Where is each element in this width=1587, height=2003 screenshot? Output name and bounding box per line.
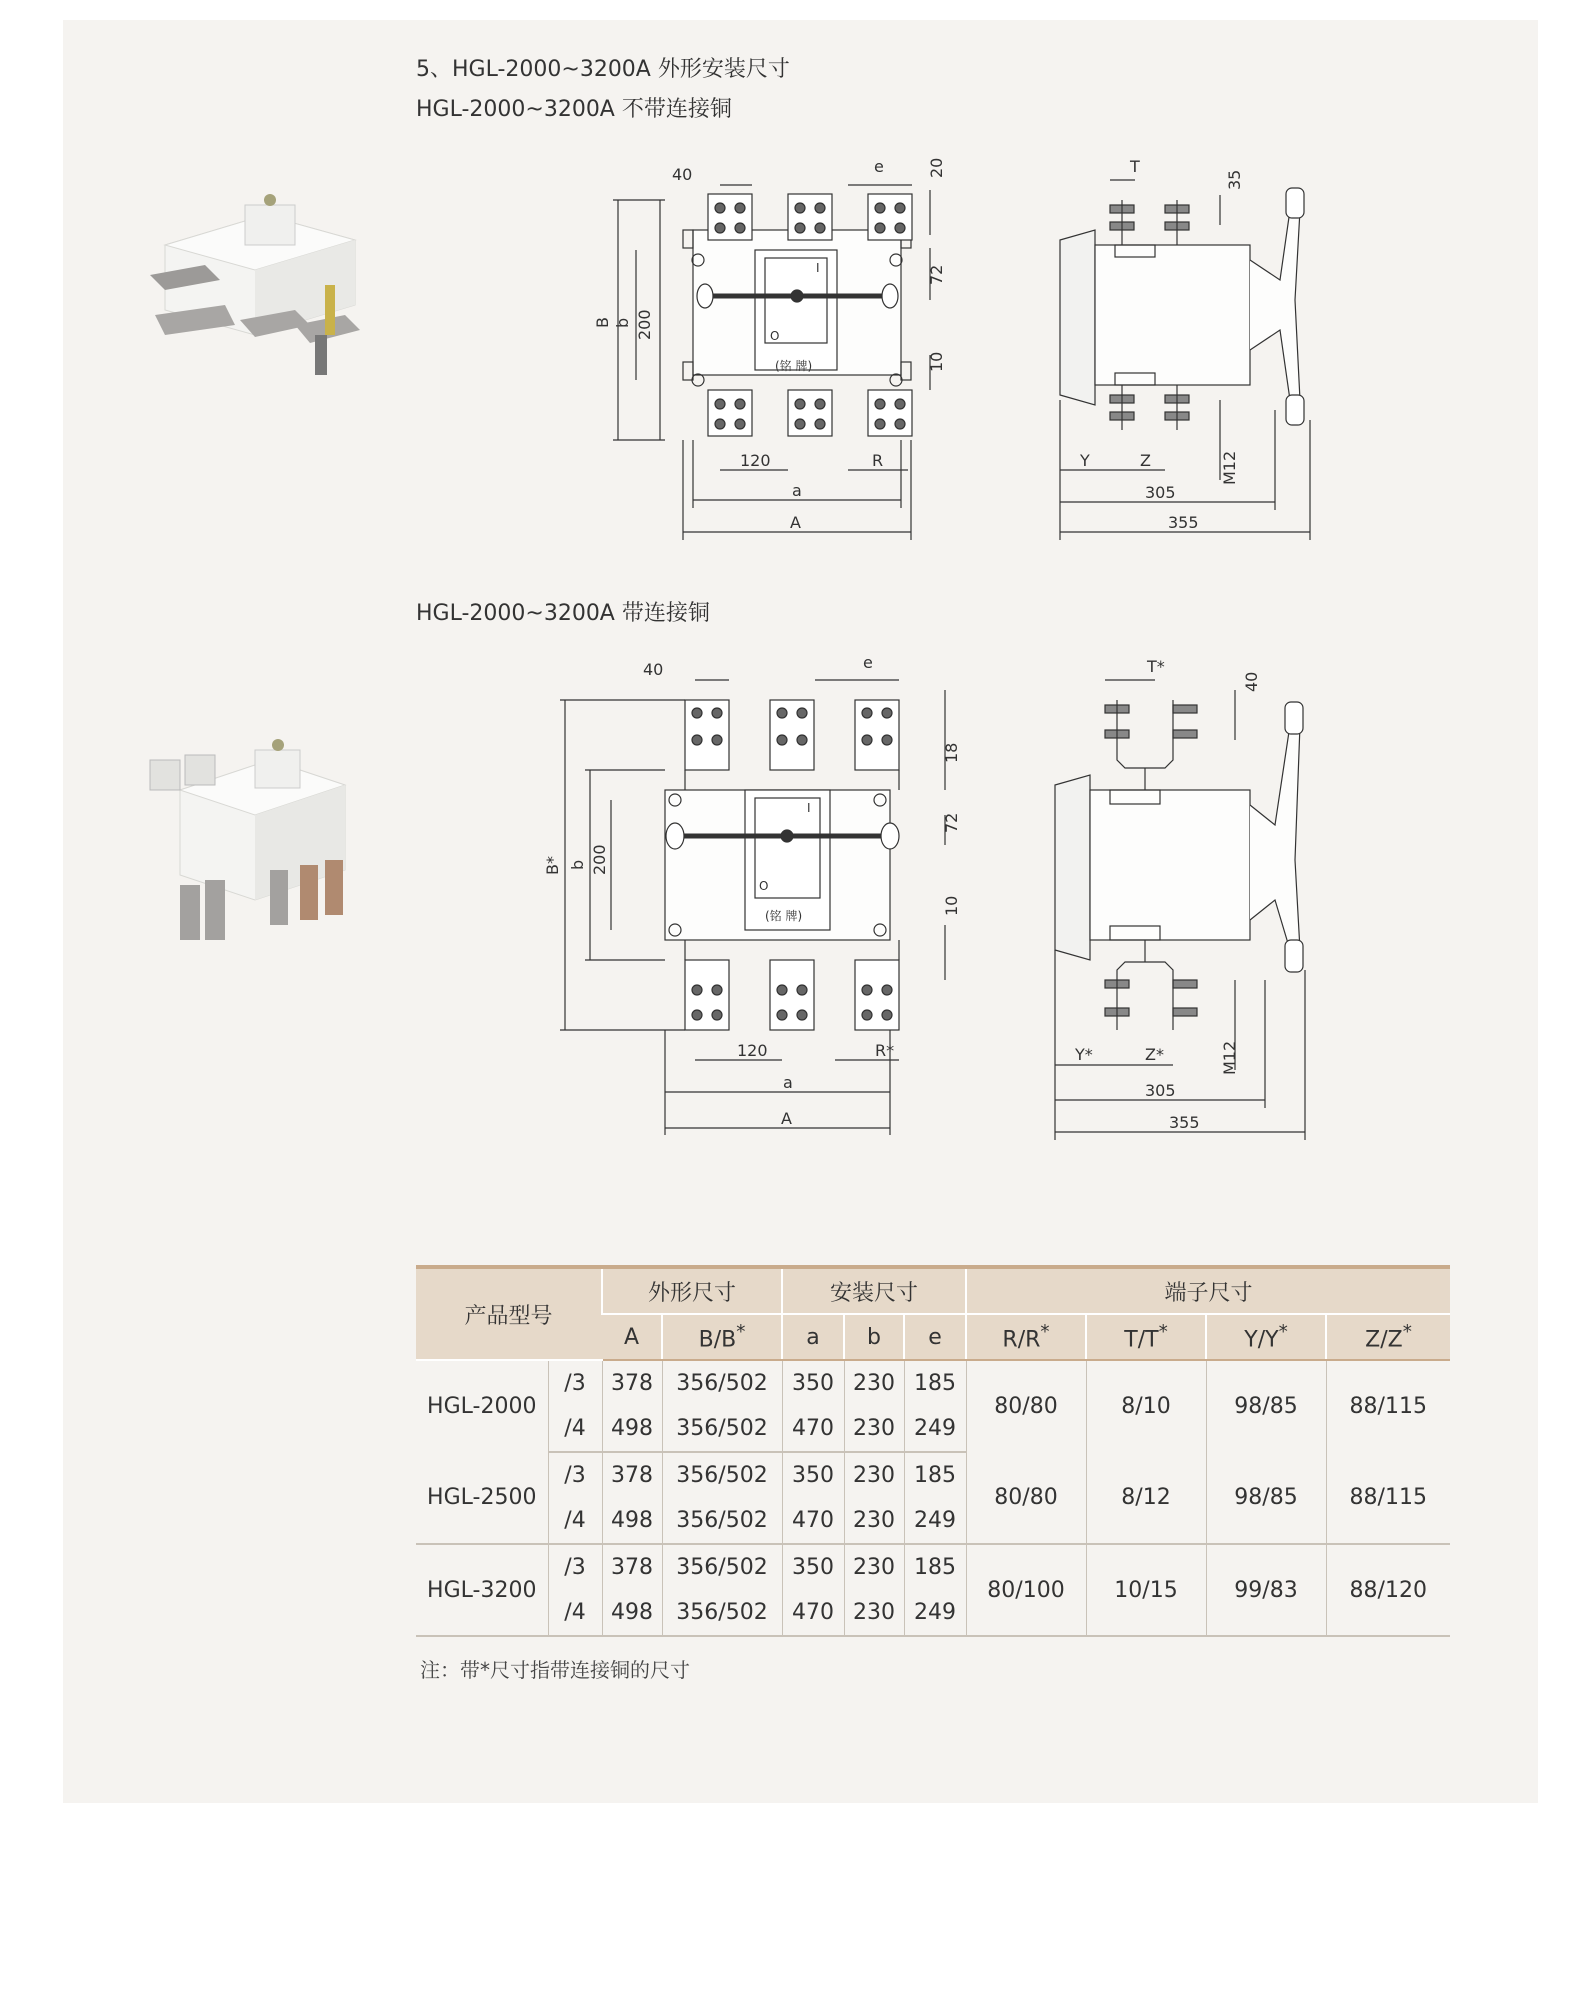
poles-cell: /3 xyxy=(548,1360,602,1406)
d2-side-305: 305 xyxy=(1145,1081,1176,1100)
cell-B: 356/502 xyxy=(662,1360,782,1406)
d1-dim-10: 10 xyxy=(927,351,946,372)
grp-outer: 外形尺寸 xyxy=(602,1267,782,1314)
cell-B: 356/502 xyxy=(662,1590,782,1636)
d2-side-40: 40 xyxy=(1242,671,1261,692)
cell-B: 356/502 xyxy=(662,1452,782,1498)
spec-table xyxy=(416,1265,1450,1637)
cell-Y: 99/83 xyxy=(1206,1544,1326,1636)
diagram1-title: HGL-2000~3200A 不带连接铜 xyxy=(416,97,732,122)
cell-A: 378 xyxy=(602,1544,662,1590)
d2-side-T: T* xyxy=(1147,657,1165,676)
cell-b: 230 xyxy=(844,1406,904,1452)
d1-side-305: 305 xyxy=(1145,483,1176,502)
d1-side-Z: Z xyxy=(1140,451,1151,470)
grp-terminal: 端子尺寸 xyxy=(966,1267,1450,1314)
d1-side-35: 35 xyxy=(1225,169,1244,190)
col-e: e xyxy=(904,1314,966,1360)
diagram1-side-view xyxy=(1050,150,1320,560)
d1-mark-off: O xyxy=(770,329,780,343)
d2-nameplate: (铭 牌) xyxy=(765,909,803,923)
cell-R: 80/100 xyxy=(966,1544,1086,1636)
col-b: b xyxy=(844,1314,904,1360)
d1-dim-120: 120 xyxy=(740,451,771,470)
col-product: 产品型号 xyxy=(416,1267,602,1360)
d1-dim-a: a xyxy=(792,481,802,500)
d2-dim-e: e xyxy=(863,653,873,672)
cell-A: 498 xyxy=(602,1590,662,1636)
poles-cell: /3 xyxy=(548,1452,602,1498)
col-Z: Z/Z* xyxy=(1326,1314,1450,1360)
table-row xyxy=(416,1544,1450,1590)
d1-dim-72: 72 xyxy=(927,264,946,285)
d1-dim-20: 20 xyxy=(927,157,946,178)
diagram2-title: HGL-2000~3200A 带连接铜 xyxy=(416,601,710,626)
d1-dim-40: 40 xyxy=(672,165,693,184)
d1-side-355: 355 xyxy=(1168,513,1199,532)
cell-e: 185 xyxy=(904,1452,966,1498)
footnote: 注：带*尺寸指带连接铜的尺寸 xyxy=(420,1658,690,1682)
col-a: a xyxy=(782,1314,844,1360)
diagram2-front-view xyxy=(545,650,1005,1150)
cell-e: 249 xyxy=(904,1498,966,1544)
table-row xyxy=(416,1360,1450,1406)
col-Y: Y/Y* xyxy=(1206,1314,1326,1360)
d2-dim-R: R* xyxy=(875,1041,895,1060)
cell-A: 378 xyxy=(602,1360,662,1406)
cell-A: 498 xyxy=(602,1498,662,1544)
d2-dim-40: 40 xyxy=(643,660,664,679)
product-photo-1 xyxy=(145,185,375,385)
table-row xyxy=(416,1452,1450,1498)
cell-Z: 88/115 xyxy=(1326,1360,1450,1452)
d1-dim-e: e xyxy=(874,157,884,176)
cell-Y: 98/85 xyxy=(1206,1360,1326,1452)
cell-a: 470 xyxy=(782,1498,844,1544)
cell-b: 230 xyxy=(844,1498,904,1544)
cell-Z: 88/115 xyxy=(1326,1452,1450,1544)
d2-mark-off: O xyxy=(759,879,769,893)
cell-R: 80/80 xyxy=(966,1452,1086,1544)
poles-cell: /3 xyxy=(548,1544,602,1590)
model-cell: HGL-3200 xyxy=(416,1544,548,1636)
d1-dim-A: A xyxy=(790,513,801,532)
d2-mark-on: I xyxy=(807,801,811,815)
d2-side-M12: M12 xyxy=(1220,1040,1239,1075)
cell-e: 249 xyxy=(904,1406,966,1452)
section-title: 5、HGL-2000~3200A 外形安装尺寸 xyxy=(416,57,790,82)
cell-T: 8/12 xyxy=(1086,1452,1206,1544)
d2-dim-72: 72 xyxy=(942,812,961,833)
d1-dim-b: b xyxy=(613,317,632,328)
poles-cell: /4 xyxy=(548,1590,602,1636)
col-B: B/B* xyxy=(662,1314,782,1360)
diagram1-front-view xyxy=(560,150,1000,560)
cell-b: 230 xyxy=(844,1590,904,1636)
cell-e: 249 xyxy=(904,1590,966,1636)
cell-b: 230 xyxy=(844,1360,904,1406)
cell-B: 356/502 xyxy=(662,1498,782,1544)
d1-nameplate: (铭 牌) xyxy=(775,359,813,373)
d2-dim-B: B* xyxy=(543,856,562,875)
poles-cell: /4 xyxy=(548,1406,602,1452)
d1-dim-200: 200 xyxy=(635,309,654,340)
d2-dim-a: a xyxy=(783,1073,793,1092)
d2-dim-10: 10 xyxy=(942,895,961,916)
cell-b: 230 xyxy=(844,1452,904,1498)
cell-T: 10/15 xyxy=(1086,1544,1206,1636)
d2-side-Y: Y* xyxy=(1075,1045,1093,1064)
col-A: A xyxy=(602,1314,662,1360)
d1-side-Y: Y xyxy=(1080,451,1090,470)
cell-A: 498 xyxy=(602,1406,662,1452)
cell-e: 185 xyxy=(904,1544,966,1590)
d2-side-355: 355 xyxy=(1169,1113,1200,1132)
cell-a: 350 xyxy=(782,1360,844,1406)
d1-mark-on: I xyxy=(816,261,820,275)
d2-dim-200: 200 xyxy=(590,844,609,875)
col-T: T/T* xyxy=(1086,1314,1206,1360)
cell-T: 8/10 xyxy=(1086,1360,1206,1452)
d1-side-M12: M12 xyxy=(1220,450,1239,485)
d2-dim-120: 120 xyxy=(737,1041,768,1060)
product-photo-2 xyxy=(140,720,380,960)
col-R: R/R* xyxy=(966,1314,1086,1360)
cell-B: 356/502 xyxy=(662,1406,782,1452)
grp-install: 安装尺寸 xyxy=(782,1267,966,1314)
cell-b: 230 xyxy=(844,1544,904,1590)
cell-Z: 88/120 xyxy=(1326,1544,1450,1636)
diagram2-side-view xyxy=(1045,650,1325,1150)
d1-dim-R: R xyxy=(872,451,884,470)
cell-a: 350 xyxy=(782,1544,844,1590)
d1-dim-B: B xyxy=(593,317,612,328)
cell-e: 185 xyxy=(904,1360,966,1406)
model-cell: HGL-2500 xyxy=(416,1452,548,1544)
cell-B: 356/502 xyxy=(662,1544,782,1590)
poles-cell: /4 xyxy=(548,1498,602,1544)
d2-side-Z: Z* xyxy=(1145,1045,1164,1064)
d1-side-T: T xyxy=(1130,157,1140,176)
cell-R: 80/80 xyxy=(966,1360,1086,1452)
cell-A: 378 xyxy=(602,1452,662,1498)
model-cell: HGL-2000 xyxy=(427,1394,537,1419)
d2-dim-A: A xyxy=(781,1109,792,1128)
cell-a: 470 xyxy=(782,1406,844,1452)
d2-dim-b: b xyxy=(568,859,587,870)
cell-a: 470 xyxy=(782,1590,844,1636)
cell-a: 350 xyxy=(782,1452,844,1498)
cell-Y: 98/85 xyxy=(1206,1452,1326,1544)
d2-dim-18: 18 xyxy=(942,742,961,763)
